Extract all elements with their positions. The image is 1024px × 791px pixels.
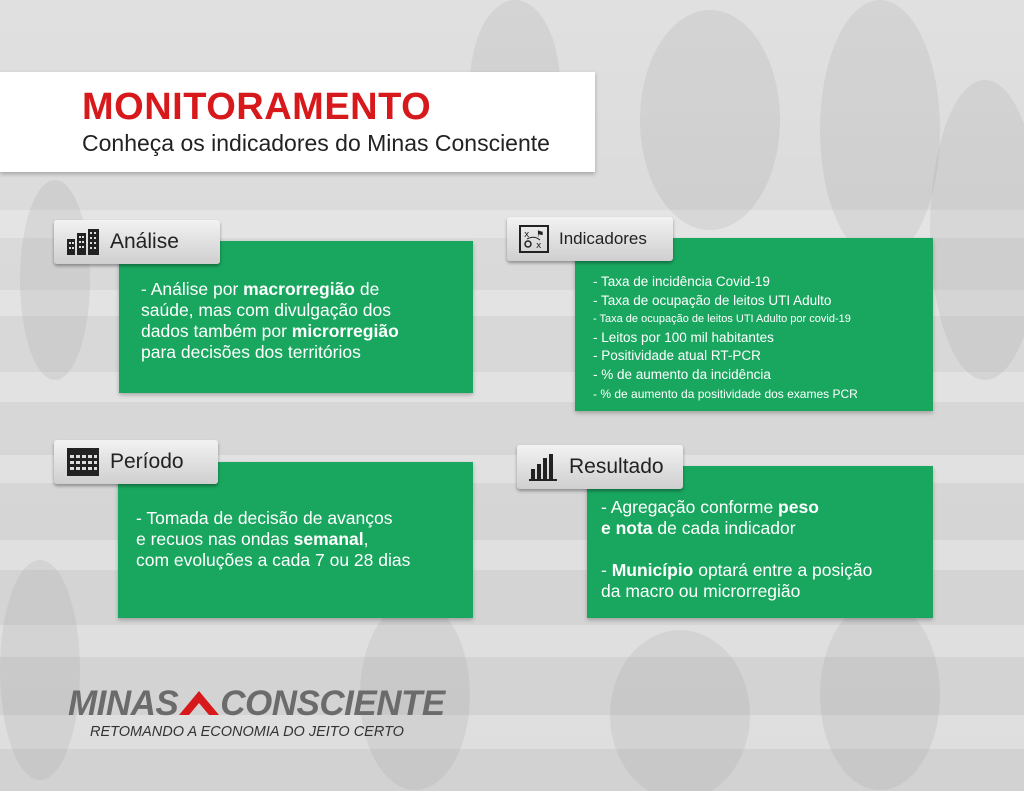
indicadores-label: Indicadores bbox=[559, 229, 647, 248]
svg-text:x: x bbox=[524, 230, 530, 240]
page-title: MONITORAMENTO bbox=[82, 86, 432, 128]
title-banner bbox=[0, 72, 595, 172]
indicadores-tab bbox=[507, 217, 673, 261]
bar-chart-icon bbox=[529, 453, 559, 481]
list-item: - Taxa de ocupação de leitos UTI Adulto por covid-19 bbox=[593, 313, 851, 326]
resultado-tab bbox=[517, 445, 683, 489]
periodo-tab bbox=[54, 440, 218, 484]
highlight: peso bbox=[778, 497, 819, 517]
list-item: - Leitos por 100 mil habitantes bbox=[593, 329, 774, 345]
strategy-board-icon bbox=[519, 225, 549, 253]
logo-chevron-icon bbox=[179, 684, 219, 724]
highlight: e nota bbox=[601, 518, 653, 538]
highlight: microrregião bbox=[291, 321, 399, 341]
list-item: - % de aumento da incidência bbox=[593, 366, 771, 382]
highlight: Município bbox=[611, 560, 694, 580]
analise-label: Análise bbox=[110, 230, 179, 253]
list-item: - % de aumento da positividade dos exames PCR bbox=[593, 386, 858, 401]
indicadores-list bbox=[593, 273, 858, 403]
calendar-icon bbox=[66, 447, 100, 477]
list-item: - Positividade atual RT-PCR bbox=[593, 348, 761, 364]
analise-text: - Análise por macrorregião de saúde, mas com divulgação dos dados também por microrregião para decisões dos territórios bbox=[141, 279, 399, 362]
periodo-text: - Tomada de decisão de avanços e recuos nas ondas semanal, com evoluções a cada 7 ou 28 dias bbox=[136, 508, 411, 570]
resultado-label: Resultado bbox=[569, 455, 664, 478]
buildings-icon bbox=[66, 229, 100, 255]
page-subtitle: Conheça os indicadores do Minas Consciente bbox=[82, 130, 550, 156]
periodo-card bbox=[118, 462, 473, 618]
logo-text-right: CONSCIENTE bbox=[220, 684, 445, 723]
analise-tab bbox=[54, 220, 220, 264]
indicadores-card bbox=[575, 238, 933, 411]
highlight: semanal bbox=[293, 529, 364, 549]
highlight: macrorregião bbox=[243, 279, 355, 299]
list-item: - Taxa de ocupação de leitos UTI Adulto bbox=[593, 292, 832, 308]
minas-consciente-logo bbox=[68, 684, 445, 740]
svg-text:⚑: ⚑ bbox=[536, 230, 545, 240]
list-item: - Taxa de incidência Covid-19 bbox=[593, 274, 770, 289]
logo-text-left: MINAS bbox=[68, 684, 179, 723]
resultado-text: - Agregação conforme peso e nota de cada indicador - Município optará entre a posição da macro ou microrregião bbox=[601, 497, 873, 601]
svg-text:x: x bbox=[536, 241, 542, 251]
periodo-label: Período bbox=[110, 450, 184, 473]
logo-tagline: RETOMANDO A ECONOMIA DO JEITO CERTO bbox=[90, 724, 404, 740]
